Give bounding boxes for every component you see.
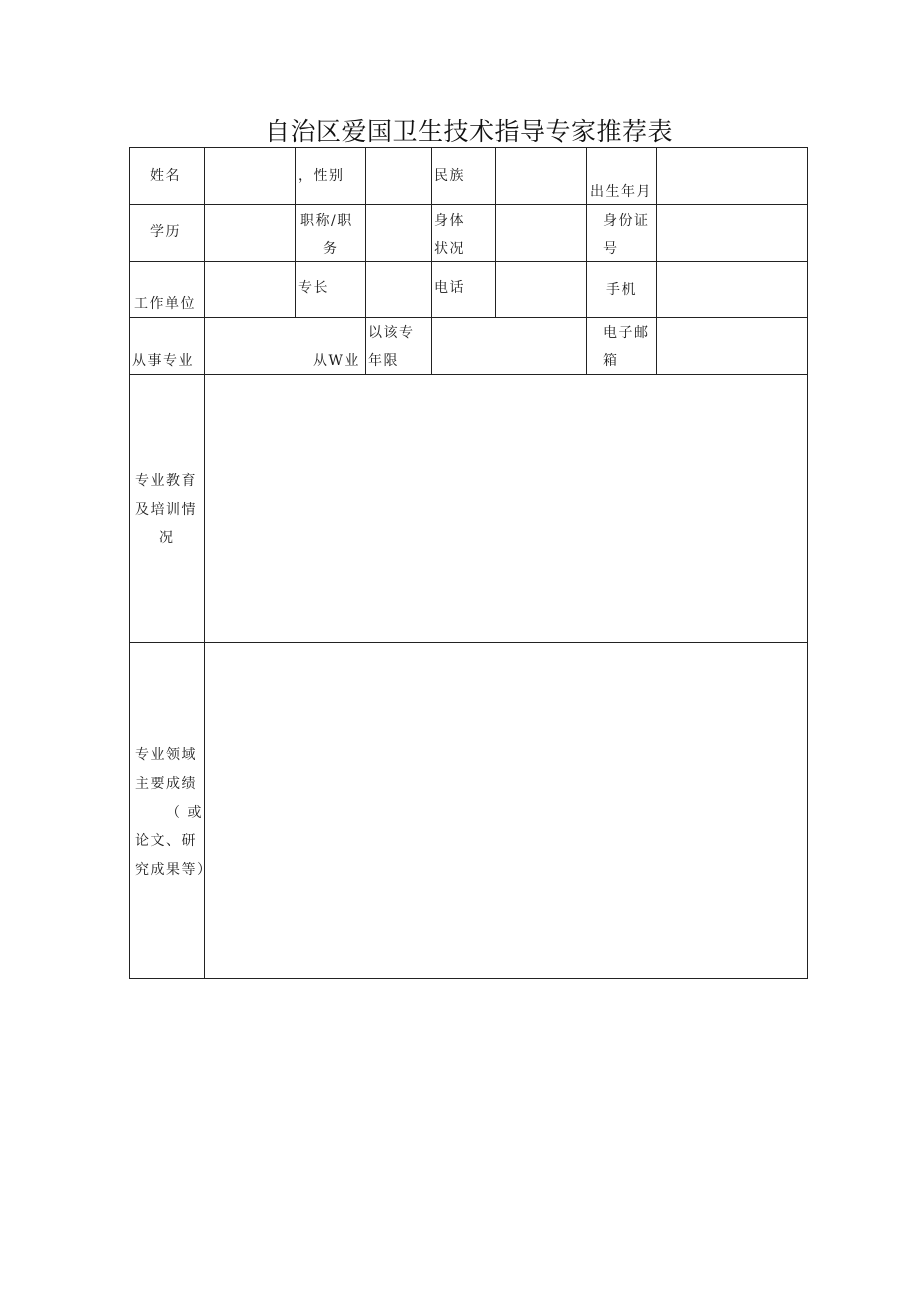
health-label-line2: 状况 [434, 241, 465, 257]
achievements-label-line2: 主要成绩 [135, 776, 197, 792]
major-label: 从事专业 [132, 353, 194, 369]
mobile-field[interactable] [657, 262, 807, 317]
phone-field[interactable] [496, 262, 586, 317]
ethnicity-label: 民族 [434, 168, 465, 184]
achievements-label-line5: 究成果等） [135, 862, 213, 878]
recommendation-form-table [129, 147, 808, 979]
education-training-label-line1: 专业教育 [135, 473, 197, 489]
birth-date-field[interactable] [657, 148, 807, 204]
name-field[interactable] [205, 148, 295, 204]
job-title-label-line1: 职称/职 [300, 213, 353, 229]
specialty-label: 专长 [298, 280, 329, 296]
birth-date-label: 出生年月 [590, 184, 652, 200]
form-title: 自治区爱国卫生技术指导专家推荐表 [264, 117, 673, 146]
id-number-field[interactable] [657, 205, 807, 261]
education-training-label-line2: 及培训情 [135, 502, 197, 518]
name-label: 姓名 [150, 168, 181, 184]
workplace-label: 工作单位 [134, 296, 196, 312]
ethnicity-field[interactable] [496, 148, 586, 204]
id-number-label-line2: 号 [603, 241, 619, 257]
achievements-field[interactable] [205, 643, 807, 978]
column-divider [295, 148, 296, 317]
education-training-field[interactable] [205, 375, 807, 642]
health-field[interactable] [496, 205, 586, 261]
years-in-field-prefix: 从W业 [313, 353, 360, 369]
email-label-line2: 箱 [603, 353, 619, 369]
id-number-label-line1: 身份证 [603, 213, 650, 229]
column-divider [586, 148, 587, 374]
achievements-label-line1: 专业领域 [135, 747, 197, 763]
phone-label: 电话 [434, 280, 465, 296]
mobile-label: 手机 [606, 282, 637, 298]
education-training-label-line3: 况 [159, 530, 175, 546]
email-label-line1: 电子邮 [603, 325, 650, 341]
gender-label: ，性别 [298, 168, 345, 184]
years-in-field-label-line2: 年限 [368, 353, 399, 369]
education-label: 学历 [150, 224, 181, 240]
education-field[interactable] [205, 205, 295, 261]
job-title-label-line2: 务 [323, 241, 339, 257]
gender-field[interactable] [366, 148, 431, 204]
achievements-label-line3: （ 或 [166, 805, 203, 821]
achievements-label-line4: 论文、研 [135, 833, 197, 849]
workplace-field[interactable] [205, 262, 295, 317]
years-in-field-field[interactable] [432, 318, 586, 374]
job-title-field[interactable] [366, 205, 431, 261]
specialty-field[interactable] [366, 262, 431, 317]
health-label-line1: 身体 [434, 213, 465, 229]
years-in-field-label-line1: 以该专 [368, 325, 415, 341]
email-field[interactable] [657, 318, 807, 374]
